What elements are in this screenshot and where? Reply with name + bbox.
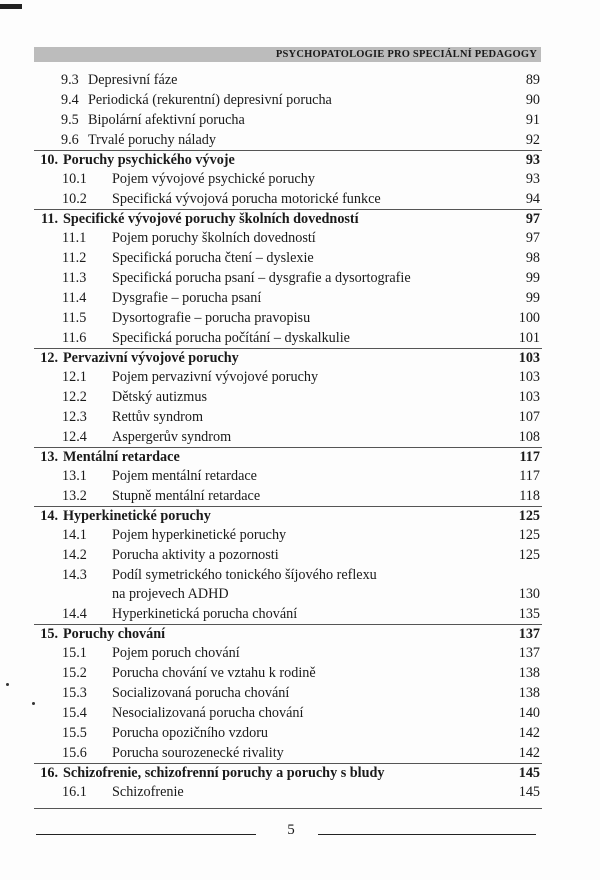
toc-entry-page: 103 [518, 389, 540, 405]
toc-entry-number: 14.1 [62, 527, 87, 543]
toc-entry-title: Schizofrenie [112, 784, 184, 800]
toc-entry-number: 11.3 [62, 270, 87, 286]
toc-entry-number: 14.4 [62, 606, 87, 622]
toc-entry-page: 138 [518, 685, 540, 701]
toc-entry-number: 16. [40, 765, 58, 781]
toc-entry-row [34, 288, 542, 308]
toc-entry-number: 15.4 [62, 705, 87, 721]
toc-entry-title: Pojem pervazivní vývojové poruchy [112, 369, 319, 385]
toc-entry-row [34, 782, 542, 802]
toc-entry-page: 108 [518, 429, 540, 445]
toc-entry-title: Specifická porucha čtení – dyslexie [112, 250, 314, 266]
toc-entry-page: 142 [518, 745, 540, 761]
toc-entry-row [34, 486, 542, 506]
toc-entry-row [34, 110, 542, 130]
toc-entry-number: 14.3 [62, 567, 87, 583]
toc-chapter-row [34, 150, 542, 169]
toc-entry-title: Hyperkinetické poruchy [63, 508, 211, 524]
toc-chapter-row [34, 624, 542, 643]
toc-entry-page: 98 [525, 250, 540, 266]
toc-entry-title: Trvalé poruchy nálady [88, 132, 216, 148]
toc-entry-number: 14. [40, 508, 58, 524]
toc-entry-title: Hyperkinetická porucha chování [112, 606, 298, 622]
toc-entry-number: 12.2 [62, 389, 87, 405]
toc-entry-number: 10.2 [62, 191, 87, 207]
toc-entry-page: 99 [525, 270, 540, 286]
running-header: PSYCHOPATOLOGIE PRO SPECIÁLNÍ PEDAGOGY [34, 47, 541, 62]
toc-entry-page: 118 [519, 488, 540, 504]
toc-entry-page: 117 [519, 449, 540, 465]
toc-entry-row [34, 407, 542, 427]
toc-entry-title-line: Podíl symetrického tonického šíjového reflexu [112, 567, 377, 583]
toc-entry-row [34, 643, 542, 663]
toc-entry-number: 15.1 [62, 645, 87, 661]
toc-entry-row [34, 90, 542, 110]
toc-entry-number: 11. [41, 211, 58, 227]
toc-entry-row [34, 70, 542, 90]
toc-entry-title: Specifická vývojová porucha motorické funkce [112, 191, 381, 207]
toc-entry-row [34, 308, 542, 328]
toc-entry-number: 10.1 [62, 171, 87, 187]
toc-entry-row [34, 189, 542, 209]
toc-entry-number: 16.1 [62, 784, 87, 800]
toc-entry-number: 9.3 [61, 72, 79, 88]
toc-entry-row [34, 228, 542, 248]
toc-entry-row [34, 427, 542, 447]
toc-entry-title: Bipolární afektivní porucha [88, 112, 245, 128]
toc-entry-number: 13. [40, 449, 58, 465]
toc-entry-row [34, 328, 542, 348]
toc-entry-number: 15.2 [62, 665, 87, 681]
toc-entry-row [34, 663, 542, 683]
toc-entry-row [34, 545, 542, 565]
toc-entry-title [112, 566, 377, 604]
toc-entry-title: Porucha opozičního vzdoru [112, 725, 269, 741]
toc-entry-page: 92 [525, 132, 540, 148]
toc-entry-number: 12.1 [62, 369, 87, 385]
toc-entry-page: 137 [518, 626, 540, 642]
toc-entry-title: Dětský autizmus [112, 389, 207, 405]
toc-entry-row [34, 387, 542, 407]
toc-entry-title: Nesocializovaná porucha chování [112, 705, 304, 721]
toc-entry-title: Socializovaná porucha chování [112, 685, 290, 701]
toc-entry-row [34, 367, 542, 387]
toc-entry-page: 97 [525, 211, 540, 227]
table-of-contents [34, 70, 542, 802]
toc-entry-number: 15.3 [62, 685, 87, 701]
toc-entry-title: Pojem poruch chování [112, 645, 240, 661]
toc-entry-title: Porucha chování ve vztahu k rodině [112, 665, 316, 681]
toc-entry-number: 10. [40, 152, 58, 168]
footer-rule-right [318, 834, 536, 835]
toc-entry-number: 9.4 [61, 92, 79, 108]
toc-entry-page: 99 [525, 290, 540, 306]
toc-entry-page: 107 [518, 409, 540, 425]
toc-entry-page: 100 [518, 310, 540, 326]
toc-entry-page: 101 [518, 330, 540, 346]
toc-entry-page: 130 [518, 586, 540, 602]
toc-entry-page: 91 [525, 112, 540, 128]
scan-speck [32, 702, 35, 705]
toc-entry-page: 140 [518, 705, 540, 721]
toc-entry-title: Poruchy psychického vývoje [63, 152, 235, 168]
footer-rule-left [36, 834, 256, 835]
toc-entry-row [34, 130, 542, 150]
toc-entry-page: 89 [525, 72, 540, 88]
toc-entry-number: 12. [40, 350, 58, 366]
toc-entry-page: 93 [525, 171, 540, 187]
toc-entry-title: Pojem poruchy školních dovedností [112, 230, 316, 246]
toc-entry-row [34, 703, 542, 723]
toc-chapter-row [34, 209, 542, 228]
toc-entry-title: Mentální retardace [63, 449, 180, 465]
toc-entry-title: Pojem hyperkinetické poruchy [112, 527, 287, 543]
toc-entry-title: Depresivní fáze [88, 72, 178, 88]
toc-entry-page: 103 [518, 369, 540, 385]
toc-entry-number: 15. [40, 626, 58, 642]
toc-entry-page: 94 [525, 191, 540, 207]
toc-entry-page: 90 [525, 92, 540, 108]
toc-entry-title: Specifická porucha psaní – dysgrafie a dysortografie [112, 270, 411, 286]
toc-entry-row [34, 565, 542, 604]
toc-entry-number: 13.1 [62, 468, 87, 484]
toc-chapter-row [34, 763, 542, 782]
toc-entry-number: 11.5 [62, 310, 87, 326]
toc-entry-page: 97 [525, 230, 540, 246]
toc-entry-title: Porucha aktivity a pozornosti [112, 547, 279, 563]
toc-entry-number: 11.1 [62, 230, 87, 246]
toc-entry-title: Periodická (rekurentní) depresivní porucha [88, 92, 332, 108]
toc-entry-number: 11.4 [62, 290, 87, 306]
page-number: 5 [287, 822, 295, 838]
toc-entry-number: 9.6 [61, 132, 79, 148]
corner-mark [0, 4, 22, 9]
toc-entry-page: 138 [518, 665, 540, 681]
toc-entry-number: 13.2 [62, 488, 87, 504]
toc-entry-page: 125 [518, 508, 540, 524]
toc-entry-page: 125 [518, 527, 540, 543]
toc-entry-number: 12.3 [62, 409, 87, 425]
toc-entry-title: Stupně mentální retardace [112, 488, 261, 504]
toc-entry-number: 9.5 [61, 112, 79, 128]
toc-entry-row [34, 683, 542, 703]
toc-bottom-rule [34, 808, 542, 809]
toc-entry-page: 142 [518, 725, 540, 741]
toc-entry-title: Pojem mentální retardace [112, 468, 257, 484]
toc-entry-row [34, 248, 542, 268]
toc-entry-number: 11.2 [62, 250, 87, 266]
toc-entry-number: 14.2 [62, 547, 87, 563]
toc-entry-page: 93 [525, 152, 540, 168]
toc-chapter-row [34, 348, 542, 367]
toc-entry-page: 135 [518, 606, 540, 622]
toc-entry-row [34, 466, 542, 486]
toc-entry-title: Pojem vývojové psychické poruchy [112, 171, 315, 187]
toc-entry-row [34, 525, 542, 545]
toc-entry-row [34, 604, 542, 624]
toc-entry-title: Schizofrenie, schizofrenní poruchy a poruchy s bludy [63, 765, 385, 781]
toc-entry-row [34, 723, 542, 743]
toc-entry-number: 15.6 [62, 745, 87, 761]
toc-entry-number: 12.4 [62, 429, 87, 445]
scan-speck [6, 683, 9, 686]
toc-entry-page: 117 [519, 468, 540, 484]
toc-entry-title: Rettův syndrom [112, 409, 204, 425]
toc-chapter-row [34, 506, 542, 525]
toc-chapter-row [34, 447, 542, 466]
toc-entry-row [34, 743, 542, 763]
toc-entry-number: 15.5 [62, 725, 87, 741]
toc-entry-title: Specifická porucha počítání – dyskalkulie [112, 330, 350, 346]
toc-entry-title: Porucha sourozenecké rivality [112, 745, 284, 761]
toc-entry-title: Aspergerův syndrom [112, 429, 232, 445]
toc-entry-title: Dysgrafie – porucha psaní [112, 290, 262, 306]
toc-entry-title-line: na projevech ADHD [112, 586, 229, 602]
toc-entry-row [34, 169, 542, 189]
toc-entry-title: Specifické vývojové poruchy školních dovedností [63, 211, 359, 227]
toc-entry-title: Pervazivní vývojové poruchy [63, 350, 239, 366]
toc-entry-number: 11.6 [62, 330, 87, 346]
toc-entry-title: Dysortografie – porucha pravopisu [112, 310, 311, 326]
toc-entry-page: 137 [518, 645, 540, 661]
toc-entry-page: 103 [518, 350, 540, 366]
toc-entry-page: 145 [518, 784, 540, 800]
toc-entry-title: Poruchy chování [63, 626, 166, 642]
toc-entry-page: 145 [518, 765, 540, 781]
toc-entry-row [34, 268, 542, 288]
toc-entry-page: 125 [518, 547, 540, 563]
